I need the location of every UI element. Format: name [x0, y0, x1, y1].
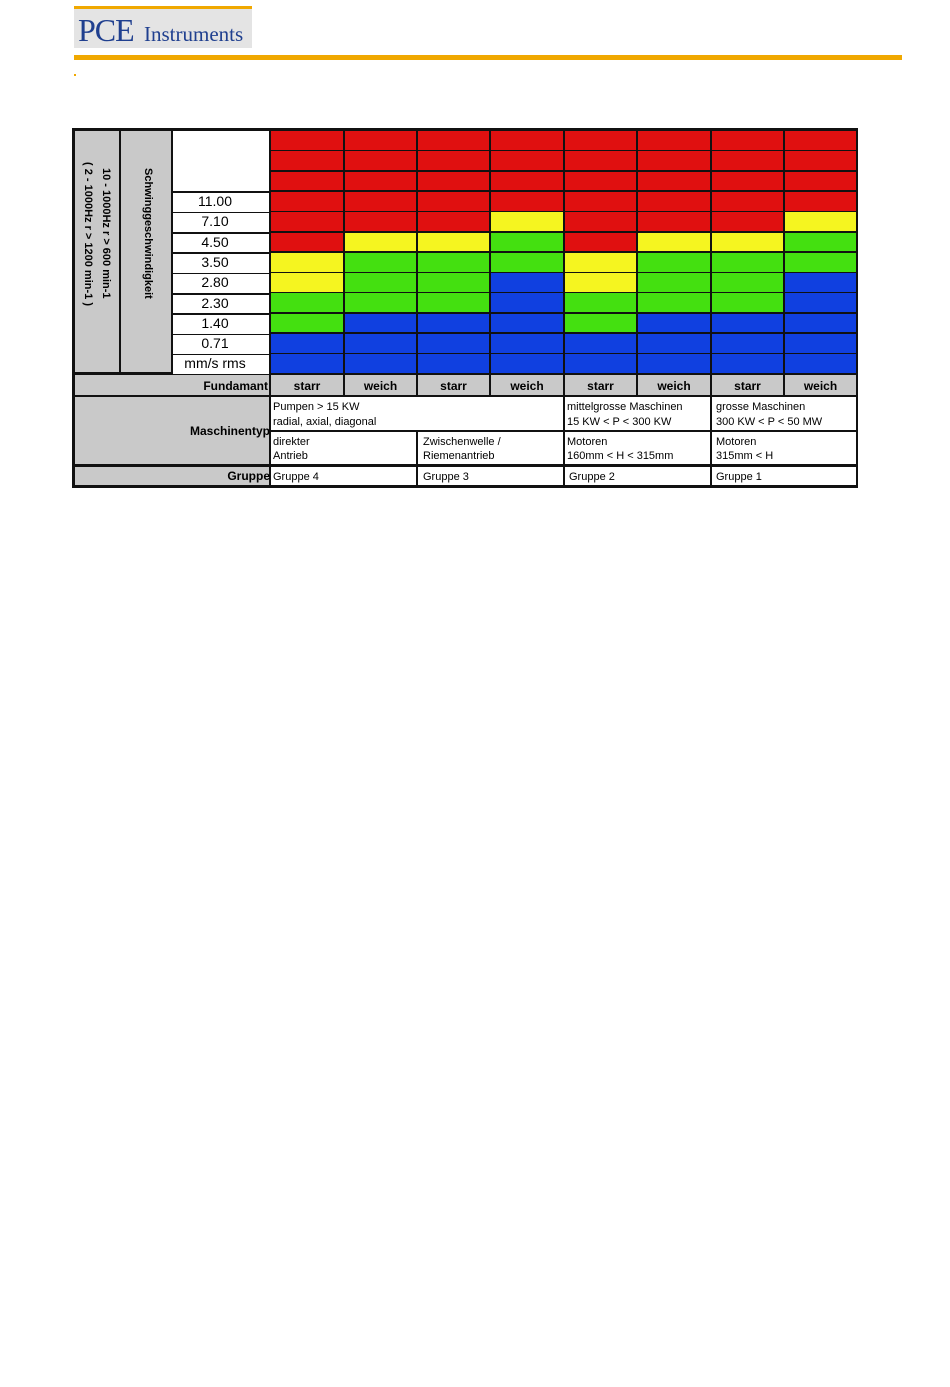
- severity-cell: [344, 313, 417, 334]
- severity-cell: [344, 150, 417, 171]
- severity-cell: [270, 313, 344, 334]
- severity-cell: [270, 232, 344, 253]
- severity-cell: [270, 252, 344, 273]
- severity-cell: [784, 353, 857, 374]
- severity-cell: [417, 272, 490, 293]
- gruppe-1: Gruppe 1: [716, 471, 762, 483]
- severity-cell: [344, 171, 417, 192]
- severity-cell: [417, 130, 490, 151]
- severity-cell: [784, 333, 857, 354]
- fundament-value: starr: [734, 379, 761, 393]
- severity-cell: [344, 191, 417, 212]
- maschinentyp-gross-line2: 300 KW < P < 50 MW: [716, 416, 823, 428]
- maschinentyp-direkt-line1: direkter: [273, 436, 310, 448]
- velocity-value: 4.50: [201, 233, 229, 250]
- severity-cell: [270, 171, 344, 192]
- severity-cell: [490, 191, 564, 212]
- severity-cell: [784, 232, 857, 253]
- severity-cell: [564, 252, 637, 273]
- maschinentyp-direkt-line2: Antrieb: [273, 450, 308, 462]
- frequency-range-cell: [74, 130, 120, 373]
- severity-cell: [417, 353, 490, 374]
- severity-cell: [270, 211, 344, 232]
- severity-cell: [711, 292, 784, 313]
- severity-cell: [417, 313, 490, 334]
- gruppe-2: Gruppe 2: [569, 471, 615, 483]
- severity-cell: [417, 252, 490, 273]
- severity-cell: [270, 333, 344, 354]
- severity-cell: [344, 211, 417, 232]
- gruppe-4: Gruppe 4: [273, 471, 319, 483]
- severity-cell: [564, 150, 637, 171]
- fundament-value: starr: [293, 379, 321, 393]
- velocity-value: 0.71: [201, 335, 229, 352]
- maschinentyp-pumpen-line1: Pumpen > 15 KW: [273, 401, 360, 413]
- severity-cell: [270, 353, 344, 374]
- severity-cell: [784, 313, 857, 334]
- maschinentyp-motoren-160-line2: 160mm < H < 315mm: [567, 450, 674, 462]
- velocity-value: mm/s rms: [184, 355, 246, 372]
- severity-cell: [270, 150, 344, 171]
- fundament-value: starr: [440, 379, 467, 393]
- fundament-value: weich: [803, 379, 838, 393]
- severity-cell: [270, 130, 344, 151]
- severity-cell: [344, 292, 417, 313]
- severity-cell: [711, 333, 784, 354]
- severity-cell: [784, 150, 857, 171]
- severity-cell: [637, 171, 711, 192]
- severity-cell: [564, 191, 637, 212]
- severity-cell: [417, 232, 490, 253]
- logo-pce-text: PCE: [78, 12, 134, 48]
- velocity-value: 7.10: [201, 213, 229, 230]
- severity-cell: [417, 150, 490, 171]
- velocity-value: 2.80: [201, 274, 229, 291]
- severity-cell: [784, 211, 857, 232]
- severity-cell: [490, 150, 564, 171]
- severity-cell: [711, 150, 784, 171]
- severity-cell: [564, 313, 637, 334]
- maschinentyp-motoren-315-line1: Motoren: [716, 436, 757, 448]
- severity-cell: [490, 313, 564, 334]
- maschinentyp-mittelgross-line1: mittelgrosse Maschinen: [567, 401, 683, 413]
- maschinentyp-motoren-160-line1: Motoren: [567, 436, 608, 448]
- severity-cell: [564, 292, 637, 313]
- logo-instruments-text: Instruments: [144, 22, 244, 46]
- severity-cell: [417, 292, 490, 313]
- severity-cell: [417, 333, 490, 354]
- severity-cell: [564, 130, 637, 151]
- fundament-value: weich: [657, 379, 691, 393]
- maschinentyp-gross-line1: grosse Maschinen: [716, 401, 806, 413]
- values-blank-cell: [172, 130, 270, 192]
- velocity-label: Schwinggeschwindigkeit: [142, 168, 154, 299]
- severity-cell: [784, 252, 857, 273]
- severity-cell: [344, 232, 417, 253]
- severity-cell: [490, 211, 564, 232]
- severity-cell: [490, 333, 564, 354]
- severity-cell: [344, 130, 417, 151]
- severity-cell: [784, 272, 857, 293]
- velocity-value: 1.40: [201, 314, 229, 331]
- severity-cell: [711, 211, 784, 232]
- severity-cell: [711, 130, 784, 151]
- severity-cell: [637, 272, 711, 293]
- maschinentyp-motoren-315-line2: 315mm < H: [716, 450, 774, 462]
- header-dot: [74, 74, 76, 76]
- fundament-value: weich: [510, 379, 544, 393]
- severity-cell: [490, 171, 564, 192]
- severity-cell: [490, 272, 564, 293]
- severity-cell: [711, 252, 784, 273]
- gruppe-label: Gruppe: [227, 469, 270, 483]
- frequency-label-1: 10 - 1000Hz r > 600 min-1: [100, 168, 112, 299]
- pce-logo: [74, 6, 252, 48]
- severity-cell: [637, 333, 711, 354]
- severity-cell: [564, 171, 637, 192]
- severity-cell: [417, 191, 490, 212]
- severity-cell: [637, 252, 711, 273]
- severity-cell: [637, 211, 711, 232]
- fundament-value: starr: [587, 379, 614, 393]
- severity-cell: [564, 232, 637, 253]
- fundament-value: weich: [363, 379, 398, 393]
- maschinentyp-mittelgross-line2: 15 KW < P < 300 KW: [567, 416, 672, 428]
- maschinentyp-label: Maschinentyp: [189, 424, 270, 438]
- severity-cell: [637, 292, 711, 313]
- fundament-label: Fundamant: [203, 379, 268, 393]
- severity-cell: [490, 130, 564, 151]
- maschinentyp-riemen-line2: Riemenantrieb: [423, 450, 495, 462]
- severity-cell: [417, 171, 490, 192]
- severity-cell: [637, 150, 711, 171]
- severity-cell: [490, 232, 564, 253]
- gruppe-3: Gruppe 3: [423, 471, 469, 483]
- severity-cell: [344, 272, 417, 293]
- severity-cell: [564, 211, 637, 232]
- severity-cell: [637, 191, 711, 212]
- severity-cell: [564, 272, 637, 293]
- severity-cell: [490, 353, 564, 374]
- velocity-value: 3.50: [201, 253, 229, 270]
- severity-cell: [711, 313, 784, 334]
- severity-cell: [270, 272, 344, 293]
- severity-cell: [270, 191, 344, 212]
- severity-cell: [417, 211, 490, 232]
- severity-cell: [564, 353, 637, 374]
- header-rule: [74, 55, 902, 60]
- maschinentyp-pumpen-line2: radial, axial, diagonal: [273, 416, 377, 428]
- severity-cell: [711, 353, 784, 374]
- severity-cell: [784, 191, 857, 212]
- frequency-label-2: ( 2 - 1000Hz r > 1200 min-1 ): [82, 162, 94, 306]
- severity-cell: [270, 292, 344, 313]
- severity-cell: [344, 353, 417, 374]
- severity-cell: [637, 313, 711, 334]
- severity-cell: [344, 252, 417, 273]
- severity-cell: [637, 130, 711, 151]
- severity-cell: [784, 171, 857, 192]
- severity-cell: [637, 353, 711, 374]
- severity-cell: [711, 232, 784, 253]
- maschinentyp-riemen-line1: Zwischenwelle /: [423, 436, 501, 448]
- vibration-severity-table: [72, 128, 858, 488]
- severity-cell: [344, 333, 417, 354]
- severity-cell: [490, 292, 564, 313]
- severity-cell: [711, 191, 784, 212]
- severity-cell: [637, 232, 711, 253]
- severity-cell: [784, 292, 857, 313]
- severity-cell: [490, 252, 564, 273]
- severity-cell: [564, 333, 637, 354]
- velocity-value: 11.00: [198, 193, 232, 209]
- severity-cell: [711, 171, 784, 192]
- severity-cell: [784, 130, 857, 151]
- velocity-value: 2.30: [201, 294, 229, 311]
- severity-cell: [711, 272, 784, 293]
